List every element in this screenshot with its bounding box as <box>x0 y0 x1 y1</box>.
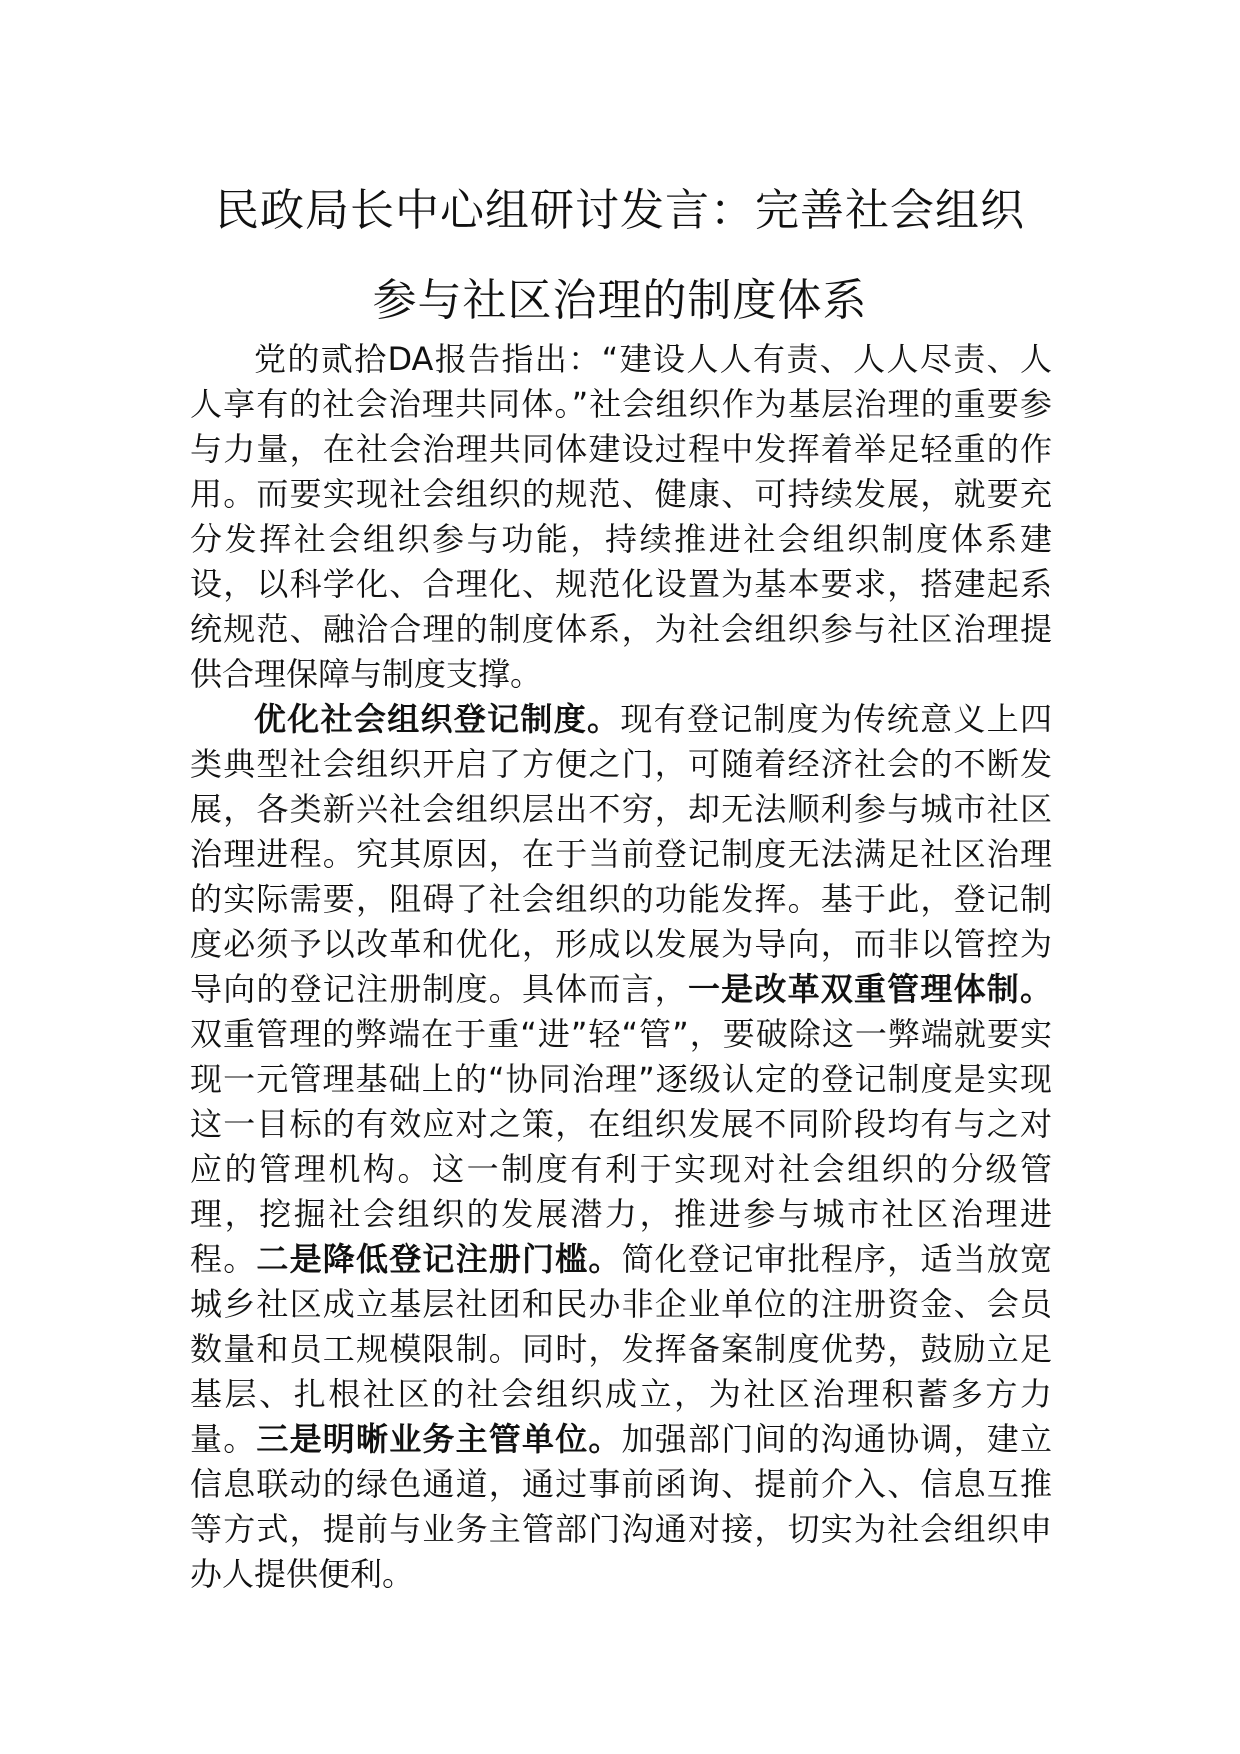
point-1-text: 双重管理的弊端在于重“进”轻“管”，要破除这一弊端就要实现一元管理基础上的“协同治理”逐级认定的登记制度是实现这一目标的有效应对之策，在组织发展不同阶段均有与之对应的管理机构。这一制度有利于实现对社会组织的分级管理，挖掘社会组织的发展潜力，推进参与城市社区治理进程。 <box>190 1015 1052 1278</box>
paragraph-text: 现有登记制度为传统意义上四类典型社会组织开启了方便之门，可随着经济社会的不断发展，各类新兴社会组织层出不穷，却无法顺利参与城市社区治理进程。究其原因，在于当前登记制度无法满足社区治理的实际需要，阻碍了社会组织的功能发挥。基于此，登记制度必须予以改革和优化，形成以发展为导向，而非以管控为导向的登记注册制度。具体而言， <box>190 700 1052 1008</box>
point-1-heading: 一是改革双重管理体制。 <box>687 970 1052 1008</box>
paragraph-registration <box>190 697 1052 1597</box>
document-body <box>190 337 1052 1597</box>
title-line-1: 民政局长中心组研讨发言：完善社会组织 <box>215 185 1025 236</box>
section-heading: 优化社会组织登记制度。 <box>254 700 621 738</box>
point-3-text: 加强部门间的沟通协调，建立信息联动的绿色通道，通过事前函询、提前介入、信息互推等方式，提前与业务主管部门沟通对接，切实为社会组织申办人提供便利。 <box>190 1420 1052 1593</box>
title-line-2: 参与社区治理的制度体系 <box>372 275 868 326</box>
point-2-heading: 二是降低登记注册门槛。 <box>256 1240 622 1278</box>
point-2-text: 简化登记审批程序，适当放宽城乡社区成立基层社团和民办非企业单位的注册资金、会员数量和员工规模限制。同时，发挥备案制度优势，鼓励立足基层、扎根社区的社会组织成立，为社区治理积蓄多方力量。 <box>190 1240 1052 1458</box>
document-title <box>150 166 1090 346</box>
point-3-heading: 三是明晰业务主管单位。 <box>256 1420 622 1458</box>
paragraph-intro: 党的贰拾DA报告指出：“建设人人有责、人人尽责、人人享有的社会治理共同体。”社会组织作为基层治理的重要参与力量，在社会治理共同体建设过程中发挥着举足轻重的作用。而要实现社会组织的规范、健康、可持续发展，就要充分发挥社会组织参与功能，持续推进社会组织制度体系建设，以科学化、合理化、规范化设置为基本要求，搭建起系统规范、融洽合理的制度体系，为社会组织参与社区治理提供合理保障与制度支撑。 <box>190 340 1052 693</box>
